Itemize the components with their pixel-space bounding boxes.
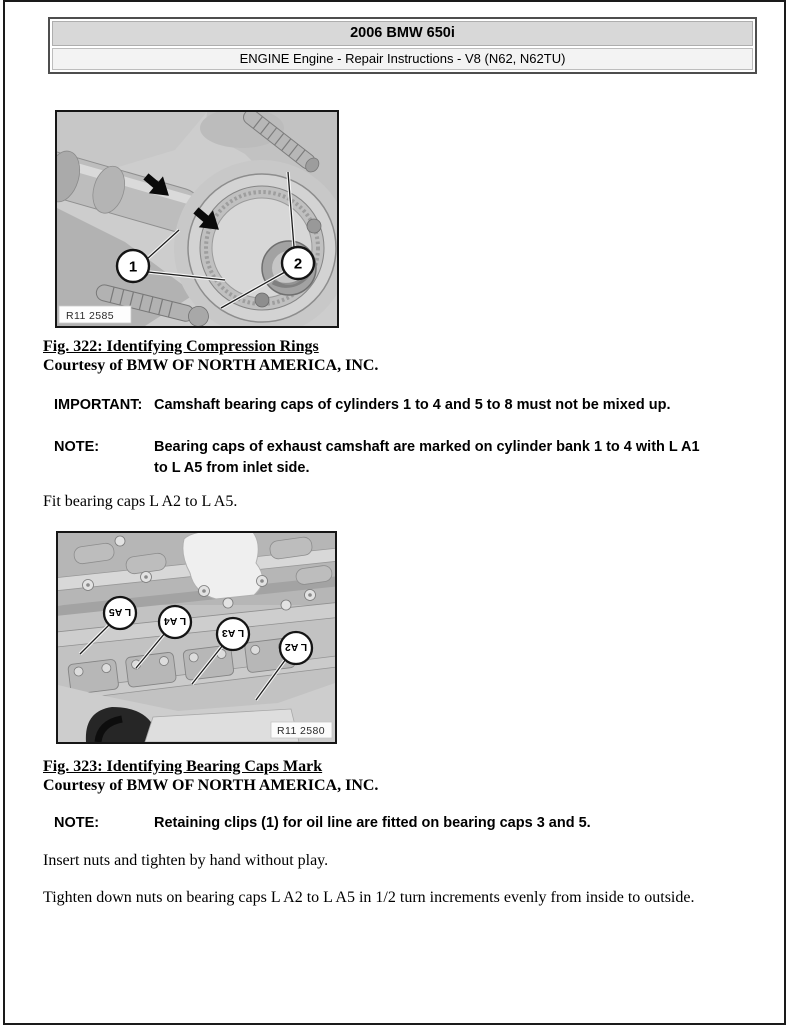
svg-text:L A4: L A4	[163, 615, 187, 627]
svg-text:2: 2	[293, 255, 303, 273]
svg-text:L A5: L A5	[108, 606, 132, 618]
figure-caption-title: Fig. 322: Identifying Compression Rings	[43, 338, 319, 355]
note-label: NOTE:	[54, 815, 100, 831]
document-header-table	[48, 17, 757, 74]
callout-2-badge	[282, 247, 314, 279]
svg-text:L A2: L A2	[284, 641, 308, 653]
important-label: IMPORTANT:	[54, 397, 143, 413]
body-paragraph: Insert nuts and tighten by hand without play.	[43, 852, 329, 869]
svg-text:1: 1	[128, 258, 138, 276]
vehicle-title: 2006 BMW 650i	[52, 21, 753, 46]
figure-323-caption	[43, 757, 378, 795]
figure-code-label	[59, 306, 131, 323]
important-block	[54, 395, 670, 416]
figure-323-image	[56, 531, 337, 744]
figure-code-label	[271, 722, 332, 738]
body-paragraph: Tighten down nuts on bearing caps L A2 to L A5 in 1/2 turn increments evenly from inside to outside.	[43, 889, 695, 906]
note-text	[154, 437, 746, 479]
callout-la5-badge	[104, 597, 136, 629]
camshaft-closeup-illustration	[57, 112, 337, 326]
svg-text:R11 2580: R11 2580	[277, 725, 325, 737]
callout-la2-badge	[280, 632, 312, 664]
important-text: Camshaft bearing caps of cylinders 1 to 4 and 5 to 8 must not be mixed up.	[154, 397, 671, 413]
figure-caption-courtesy: Courtesy of BMW OF NORTH AMERICA, INC.	[43, 777, 379, 794]
figure-caption-title: Fig. 323: Identifying Bearing Caps Mark	[43, 758, 323, 775]
figure-caption-courtesy: Courtesy of BMW OF NORTH AMERICA, INC.	[43, 357, 379, 374]
svg-text:R11 2585: R11 2585	[66, 310, 114, 322]
callout-la4-badge	[159, 606, 191, 638]
note-text: Retaining clips (1) for oil line are fitted on bearing caps 3 and 5.	[154, 815, 591, 831]
section-breadcrumb: ENGINE Engine - Repair Instructions - V8 (N62, N62TU)	[52, 48, 753, 70]
note-text-line: Bearing caps of exhaust camshaft are marked on cylinder bank 1 to 4 with L A1	[154, 439, 700, 455]
svg-text:L A3: L A3	[221, 627, 245, 639]
note-block-2	[54, 813, 591, 834]
figure-322-image	[55, 110, 339, 328]
note-text-line: to L A5 from inlet side.	[154, 460, 310, 476]
bearing-caps-illustration	[58, 533, 335, 742]
callout-la3-badge	[217, 618, 249, 650]
body-paragraph: Fit bearing caps L A2 to L A5.	[43, 493, 238, 510]
callout-1-badge	[117, 250, 149, 282]
note-block-1	[54, 437, 746, 479]
note-label: NOTE:	[54, 439, 100, 455]
figure-322-caption	[43, 337, 378, 375]
